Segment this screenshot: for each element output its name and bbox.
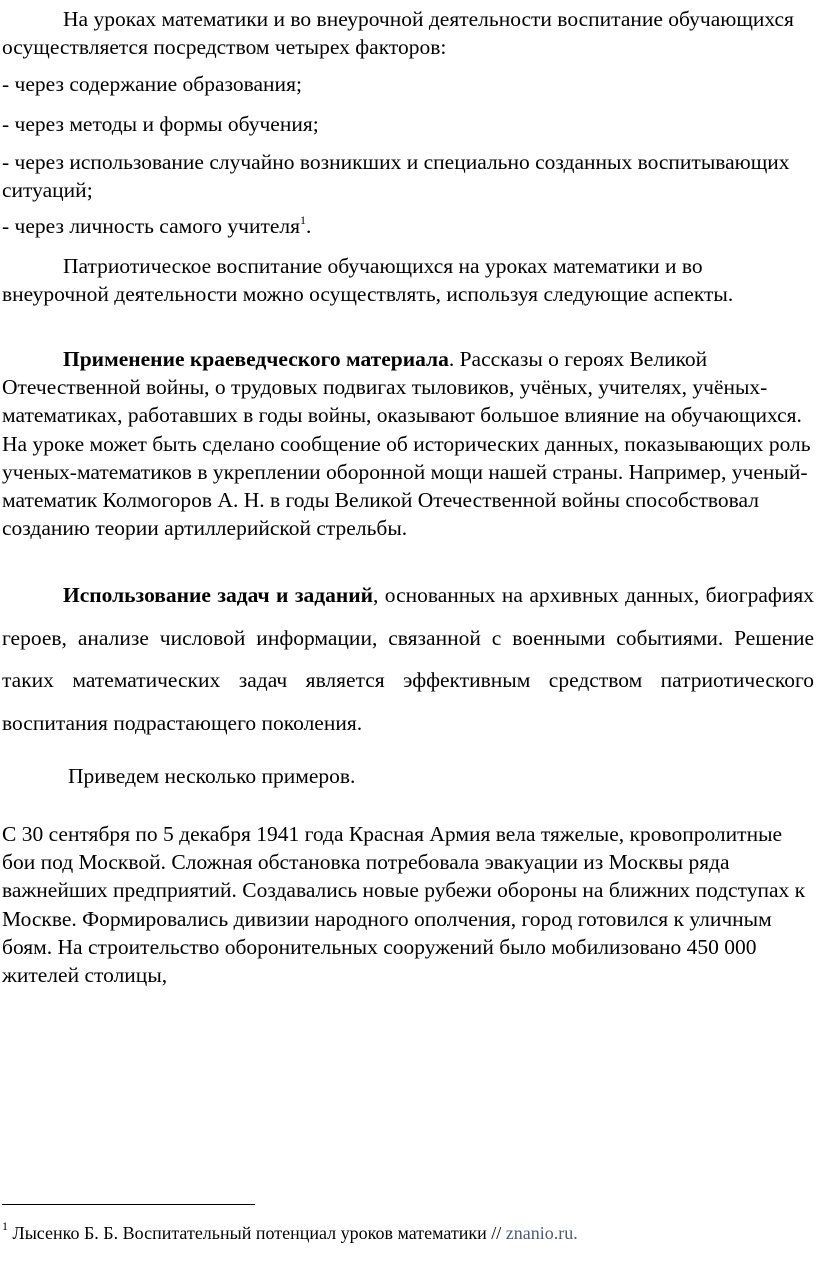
factor-item: - через методы и формы обучения;: [2, 112, 319, 136]
tasks-heading: Использование задач и заданий: [63, 583, 374, 607]
examples-intro: Приведем несколько примеров.: [68, 764, 356, 788]
factor-item: - через личность самого учителя$^1$.: [2, 213, 312, 238]
tasks-paragraph: Использование задач и заданий, основанных на архивных данных, биографиях героев, анализе числовой информации, связанной с военными событиями. Решение таких математических задач является эффективным средством патриотического воспитания подрастающего поколения.: [2, 583, 814, 735]
patriotic-paragraph: Патриотическое воспитание обучающихся на уроках математики и во внеурочной деятельности можно осуществлять, используя следующие аспекты.: [2, 254, 734, 307]
footnote-separator: [2, 1204, 255, 1205]
factor-item: - через использование случайно возникших и специально созданных воспитывающих ситуаций;: [2, 150, 790, 203]
moscow-paragraph: С 30 сентября по 5 декабря 1941 года Красная Армия вела тяжелые, кровопролитные бои под Москвой. Сложная обстановка потребовала эвакуации из Москвы ряда важнейших предприятий. Создавались новые рубежи обороны на ближних подступах к Москве. Формировались дивизии народного ополчения, город готовился к уличным боям. На строительство оборонительных сооружений было мобилизовано 450 000 жителей столицы,: [2, 822, 806, 988]
intro-paragraph: На уроках математики и во внеурочной деятельности воспитание обучающихся осуществляется посредством четырех факторов:: [2, 7, 794, 60]
factor-item: - через содержание образования;: [2, 72, 302, 96]
footnote-number: 1: [2, 1219, 8, 1233]
footnote-source: znanio.ru.: [505, 1223, 578, 1243]
footnote-reference: 1: [300, 213, 307, 227]
local-history-paragraph: Применение краеведческого материала. Рассказы о героях Великой Отечественной войны, о трудовых подвигах тыловиков, учёных, учителях, учёных-математиках, работавших в годы войны, оказывают большое влияние на обучающихся. На уроке может быть сделано сообщение об исторических данных, показывающих роль ученых-математиков в укреплении оборонной мощи нашей страны. Например, ученый-математик Колмогоров А. Н. в годы Великой Отечественной войны способствовал созданию теории артиллерийской стрельбы.: [2, 347, 811, 541]
footnote: $^1$ Лысенко Б. Б. Воспитательный потенциал уроков математики // znanio.ru.: [2, 1219, 578, 1243]
local-history-heading: Применение краеведческого материала: [63, 347, 449, 371]
